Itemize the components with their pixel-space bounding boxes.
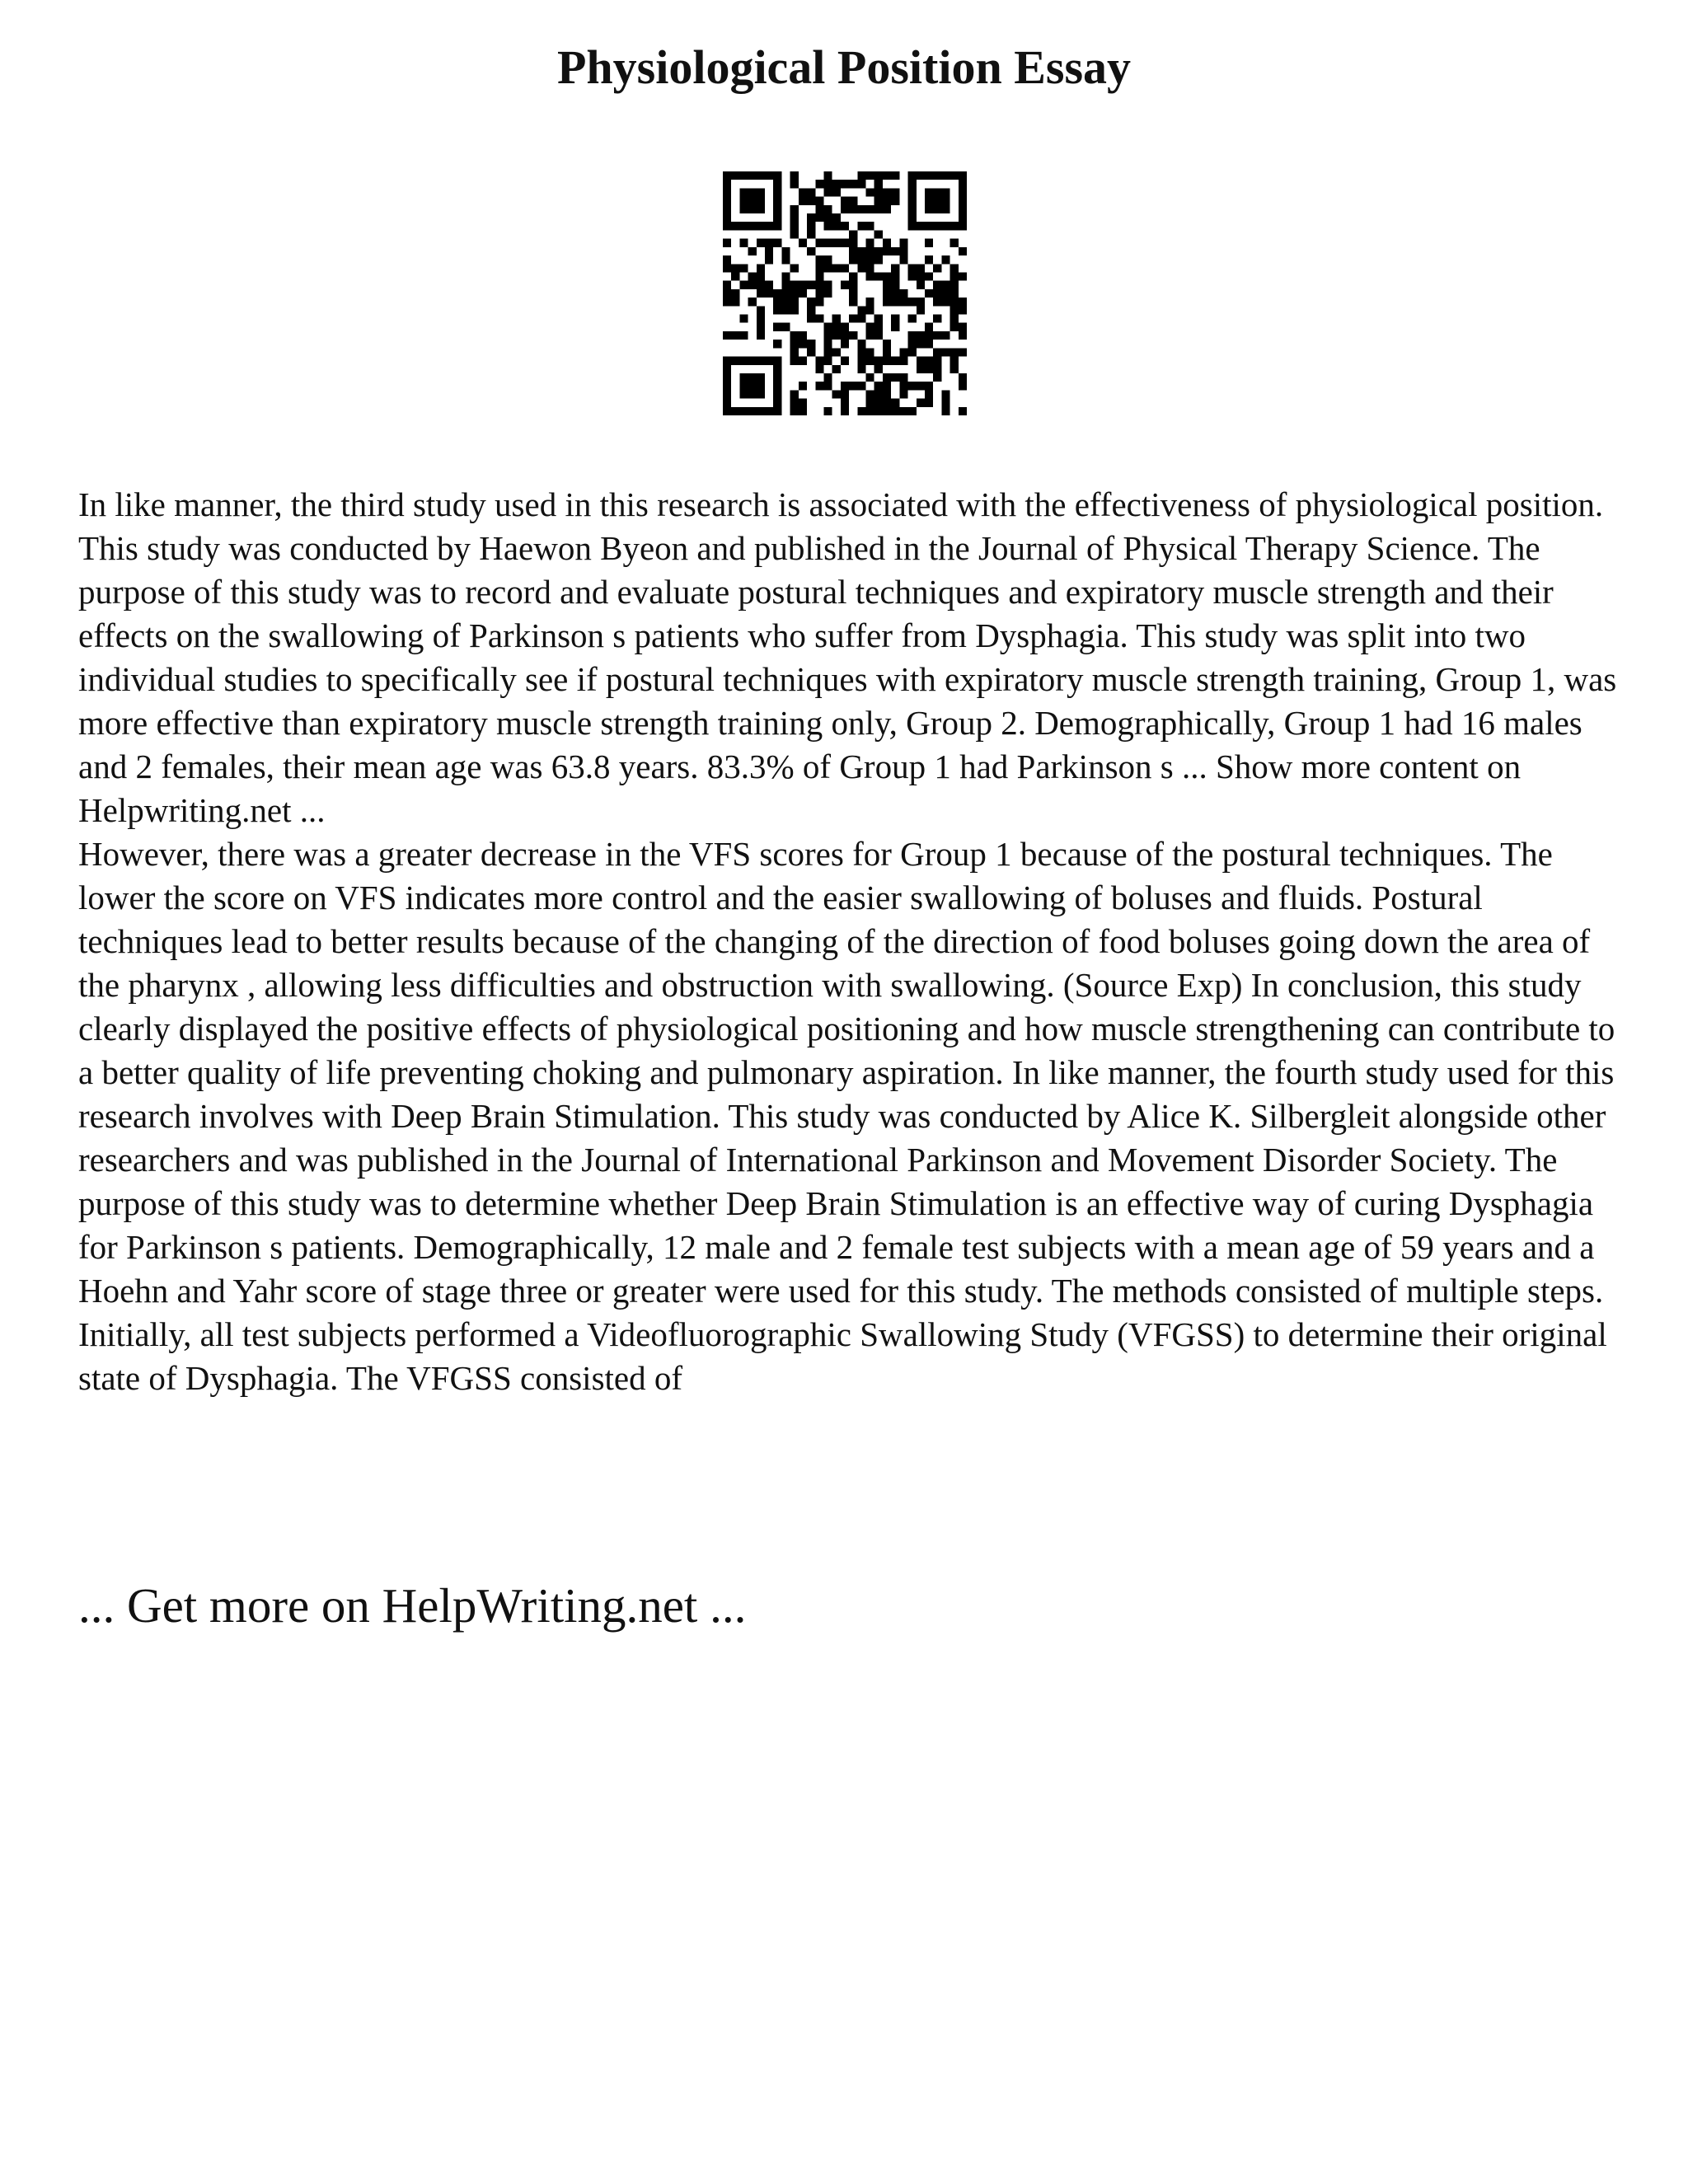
get-more-link-text[interactable]: ... Get more on HelpWriting.net ... (78, 1578, 747, 1633)
qr-code-graphic (723, 171, 967, 415)
essay-paragraph-2: However, there was a greater decrease in the VFS scores for Group 1 because of the postural techniques. The lower the score on VFS indicates more control and the easier swallowing of boluses and fluids. Postural techniques lead to better results because of the changing of the direction of food boluses going down the area of the pharynx , allowing less difficulties and obstruction with swallowing. (Source Exp) In conclusion, this study clearly displayed the positive effects of physiological positioning and how muscle strengthening can contribute to a better quality of life preventing choking and pulmonary aspiration. In like manner, the fourth study used for this research involves with Deep Brain Stimulation. This study was conducted by Alice K. Silbergleit alongside other researchers and was published in the Journal of International Parkinson and Movement Disorder Society. The purpose of this study was to determine whether Deep Brain Stimulation is an effective way of curing Dysphagia for Parkinson s patients. Demographically, 12 male and 2 female test subjects with a mean age of 59 years and a Hoehn and Yahr score of stage three or greater were used for this study. The methods consisted of multiple steps. Initially, all test subjects performed a Videofluorographic Swallowing Study (VFGSS) to determine their original state of Dysphagia. The VFGSS consisted of (78, 835, 1615, 1397)
qr-code-icon (723, 171, 967, 415)
essay-paragraph-1: In like manner, the third study used in this research is associated with the effectiveness of physiological position. This study was conducted by Haewon Byeon and published in the Journal of Physical Therapy Science. The purpose of this study was to record and evaluate postural techniques and expiratory muscle strength and their effects on the swallowing of Parkinson s patients who suffer from Dysphagia. This study was split into two individual studies to specifically see if postural techniques with expiratory muscle strength training, Group 1, was more effective than expiratory muscle strength training only, Group 2. Demographically, Group 1 had 16 males and 2 females, their mean age was 63.8 years. 83.3% of Group 1 had Parkinson s ... Show more content on Helpwriting.net ... (78, 485, 1617, 829)
page-title: Physiological Position Essay (556, 40, 1132, 94)
essay-body (78, 483, 1628, 1400)
